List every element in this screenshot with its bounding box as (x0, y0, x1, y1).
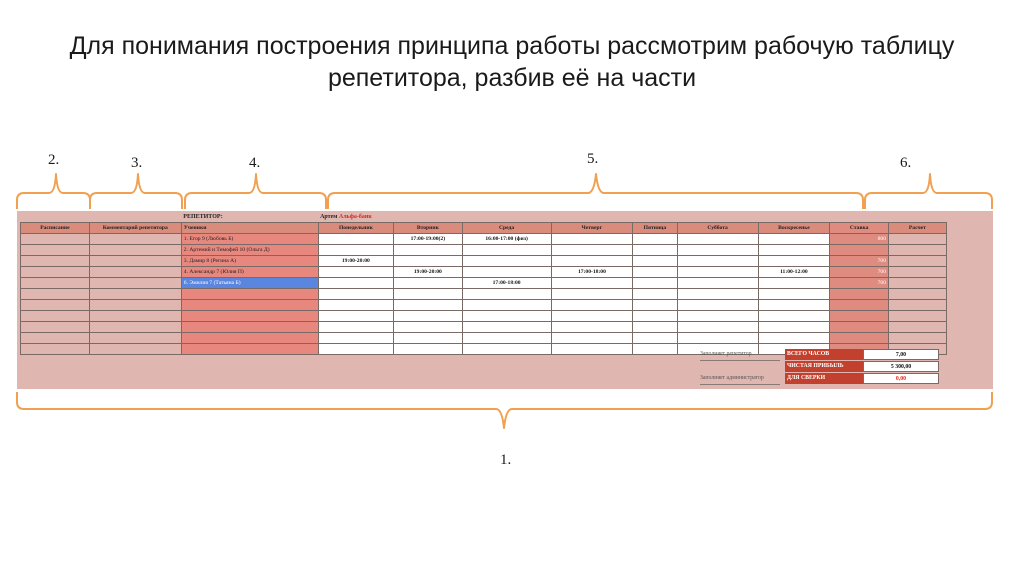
student-cell[interactable]: 2. Артемий и Тимофей 10 (Ольга Д) (181, 245, 318, 256)
schedule-cell[interactable] (21, 289, 90, 300)
tutor-info-row (21, 211, 994, 223)
student-cell[interactable]: 4. Александр 7 (Юлия П) (181, 267, 318, 278)
comment-cell[interactable] (89, 322, 181, 333)
day-cell[interactable] (677, 278, 758, 289)
rate-cell[interactable] (830, 300, 889, 311)
day-cell[interactable]: 17:00-19:00(2) (394, 234, 462, 245)
header-students: Ученики (181, 223, 318, 234)
table-row (21, 234, 994, 245)
student-cell[interactable] (181, 344, 318, 355)
tutor-name-cell (318, 211, 993, 223)
label-4: 4. (249, 155, 261, 171)
day-cell[interactable] (758, 234, 830, 245)
tutor-name: Артем (320, 213, 338, 220)
header-wednesday: Среда (462, 223, 551, 234)
day-cell[interactable] (462, 256, 551, 267)
day-cell[interactable] (633, 300, 677, 311)
day-cell[interactable] (394, 300, 462, 311)
rate-cell[interactable] (830, 322, 889, 333)
brace-1 (17, 392, 992, 428)
day-cell[interactable] (394, 245, 462, 256)
day-cell[interactable] (318, 300, 394, 311)
student-cell[interactable] (181, 322, 318, 333)
day-cell[interactable] (633, 289, 677, 300)
day-cell[interactable] (318, 245, 394, 256)
table-row (21, 289, 994, 300)
rate-cell[interactable]: 700 (830, 278, 889, 289)
calc-cell[interactable] (889, 267, 947, 278)
calc-cell[interactable] (889, 278, 947, 289)
day-cell[interactable] (551, 344, 633, 355)
day-cell[interactable] (758, 322, 830, 333)
student-cell[interactable]: 1. Егор 9 (Любовь Б) (181, 234, 318, 245)
comment-cell[interactable] (89, 234, 181, 245)
day-cell[interactable] (551, 245, 633, 256)
day-cell[interactable] (633, 278, 677, 289)
schedule-cell[interactable] (21, 245, 90, 256)
calc-cell[interactable] (889, 300, 947, 311)
day-cell[interactable] (677, 311, 758, 322)
reconcile-label: ДЛЯ СВЕРКИ (785, 373, 863, 384)
table-row (21, 300, 994, 311)
calc-cell[interactable] (889, 289, 947, 300)
day-cell[interactable] (758, 300, 830, 311)
day-cell[interactable] (677, 245, 758, 256)
day-cell[interactable] (677, 300, 758, 311)
brace-2 (17, 174, 90, 209)
label-5: 5. (587, 151, 599, 167)
day-cell[interactable] (677, 256, 758, 267)
student-cell[interactable] (181, 289, 318, 300)
day-cell[interactable] (758, 289, 830, 300)
label-1: 1. (500, 452, 512, 468)
header-friday: Пятница (633, 223, 677, 234)
day-cell[interactable] (462, 245, 551, 256)
rate-cell[interactable] (830, 311, 889, 322)
comment-cell[interactable] (89, 267, 181, 278)
day-cell[interactable] (318, 333, 394, 344)
bank-name: Альфа-банк (338, 213, 372, 220)
worksheet-table (20, 211, 993, 355)
day-cell[interactable] (633, 245, 677, 256)
day-cell[interactable] (551, 300, 633, 311)
student-cell[interactable] (181, 333, 318, 344)
day-cell[interactable] (758, 333, 830, 344)
brace-4 (185, 174, 326, 209)
day-cell[interactable] (758, 311, 830, 322)
day-cell[interactable]: 17:00-18:00 (462, 278, 551, 289)
student-cell[interactable] (181, 311, 318, 322)
table-row (21, 245, 994, 256)
day-cell[interactable] (633, 256, 677, 267)
student-cell[interactable] (181, 300, 318, 311)
schedule-cell[interactable] (21, 344, 90, 355)
day-cell[interactable] (318, 344, 394, 355)
comment-cell[interactable] (89, 300, 181, 311)
schedule-cell[interactable] (21, 300, 90, 311)
day-cell[interactable] (551, 278, 633, 289)
brace-6 (865, 174, 992, 209)
day-cell[interactable] (677, 234, 758, 245)
day-cell[interactable] (318, 234, 394, 245)
day-cell[interactable] (677, 289, 758, 300)
day-cell[interactable] (551, 311, 633, 322)
rate-cell[interactable] (830, 289, 889, 300)
day-cell[interactable]: 16:00-17:00 (физ) (462, 234, 551, 245)
schedule-cell[interactable] (21, 322, 90, 333)
student-cell[interactable]: 6. Эмилия 7 (Татьяна Б) (181, 278, 318, 289)
day-cell[interactable]: 17:00-18:00 (551, 267, 633, 278)
calc-cell[interactable] (889, 256, 947, 267)
day-cell[interactable] (318, 267, 394, 278)
header-rate: Ставка (830, 223, 889, 234)
rate-cell[interactable]: 700 (830, 256, 889, 267)
net-profit-label: ЧИСТАЯ ПРИБЫЛЬ (785, 361, 863, 372)
schedule-cell[interactable] (21, 278, 90, 289)
student-cell[interactable]: 3. Дамир 8 (Регина А) (181, 256, 318, 267)
calc-cell[interactable] (889, 333, 947, 344)
day-cell[interactable] (318, 311, 394, 322)
day-cell[interactable] (633, 267, 677, 278)
comment-cell[interactable] (89, 289, 181, 300)
day-cell[interactable] (758, 256, 830, 267)
header-monday: Понедельник (318, 223, 394, 234)
day-cell[interactable] (633, 322, 677, 333)
day-cell[interactable] (462, 267, 551, 278)
calc-cell[interactable] (889, 311, 947, 322)
table-row (21, 311, 994, 322)
rate-cell[interactable]: 800 (830, 234, 889, 245)
day-cell[interactable] (318, 322, 394, 333)
slide-title-line-1: Для понимания построения принципа работы рассмотрим рабочую таблицу (69, 32, 955, 60)
day-cell[interactable]: 19:00-20:00 (318, 256, 394, 267)
total-hours-label: ВСЕГО ЧАСОВ (785, 349, 863, 360)
table-row (21, 278, 994, 289)
calc-cell[interactable] (889, 322, 947, 333)
comment-cell[interactable] (89, 333, 181, 344)
rate-cell[interactable]: 700 (830, 267, 889, 278)
tutor-worksheet (17, 211, 993, 389)
day-cell[interactable] (551, 333, 633, 344)
comment-cell[interactable] (89, 311, 181, 322)
day-cell[interactable] (633, 344, 677, 355)
label-2: 2. (48, 152, 60, 168)
day-cell[interactable] (462, 344, 551, 355)
header-tuesday: Вторник (394, 223, 462, 234)
day-cell[interactable] (677, 322, 758, 333)
day-cell[interactable] (462, 289, 551, 300)
day-cell[interactable] (394, 344, 462, 355)
tutor-label: РЕПЕТИТОР: (183, 213, 223, 220)
comment-cell[interactable] (89, 344, 181, 355)
day-cell[interactable] (551, 322, 633, 333)
day-cell[interactable] (462, 311, 551, 322)
header-sunday: Воскресенье (758, 223, 830, 234)
day-cell[interactable] (318, 289, 394, 300)
day-cell[interactable] (633, 311, 677, 322)
day-cell[interactable] (462, 322, 551, 333)
header-thursday: Четверг (551, 223, 633, 234)
brace-5 (328, 174, 863, 209)
brace-3 (90, 174, 182, 209)
day-cell[interactable] (462, 333, 551, 344)
schedule-cell[interactable] (21, 234, 90, 245)
day-cell[interactable] (633, 333, 677, 344)
day-cell[interactable] (633, 234, 677, 245)
day-cell[interactable] (551, 234, 633, 245)
comment-cell[interactable] (89, 278, 181, 289)
header-schedule: Расписание (21, 223, 90, 234)
day-cell[interactable]: 19:00-20:00 (394, 267, 462, 278)
day-cell[interactable] (394, 322, 462, 333)
day-cell[interactable] (551, 289, 633, 300)
rate-cell[interactable] (830, 333, 889, 344)
day-cell[interactable] (394, 333, 462, 344)
rate-cell[interactable] (830, 245, 889, 256)
day-cell[interactable]: 11:00-12:00 (758, 267, 830, 278)
label-3: 3. (131, 155, 143, 171)
table-row (21, 267, 994, 278)
day-cell[interactable] (394, 278, 462, 289)
slide-title-line-2: репетитора, разбив её на части (327, 64, 697, 92)
schedule-cell[interactable] (21, 311, 90, 322)
day-cell[interactable] (758, 245, 830, 256)
header-saturday: Суббота (677, 223, 758, 234)
header-comment: Комментарий репетитора (89, 223, 181, 234)
schedule-cell[interactable] (21, 256, 90, 267)
day-cell[interactable] (318, 278, 394, 289)
day-cell[interactable] (394, 256, 462, 267)
comment-cell[interactable] (89, 256, 181, 267)
day-cell[interactable] (677, 333, 758, 344)
total-hours-value[interactable]: 7,00 (863, 349, 939, 360)
net-profit-value[interactable]: 5 300,00 (863, 361, 939, 372)
schedule-cell[interactable] (21, 333, 90, 344)
table-row (21, 333, 994, 344)
day-cell[interactable] (677, 267, 758, 278)
day-cell[interactable] (462, 300, 551, 311)
admin-fills-note: Заполняет администратор (700, 373, 780, 385)
comment-cell[interactable] (89, 245, 181, 256)
reconcile-value[interactable]: 0,00 (863, 373, 939, 384)
tutor-fills-note: Заполняет репетитор (700, 349, 780, 361)
table-row (21, 322, 994, 333)
header-row (21, 223, 994, 234)
calc-cell[interactable] (889, 245, 947, 256)
header-calc: Расчет (889, 223, 947, 234)
day-cell[interactable] (758, 278, 830, 289)
day-cell[interactable] (551, 256, 633, 267)
day-cell[interactable] (394, 311, 462, 322)
schedule-cell[interactable] (21, 267, 90, 278)
day-cell[interactable] (394, 289, 462, 300)
table-row (21, 256, 994, 267)
calc-cell[interactable] (889, 234, 947, 245)
label-6: 6. (900, 155, 912, 171)
